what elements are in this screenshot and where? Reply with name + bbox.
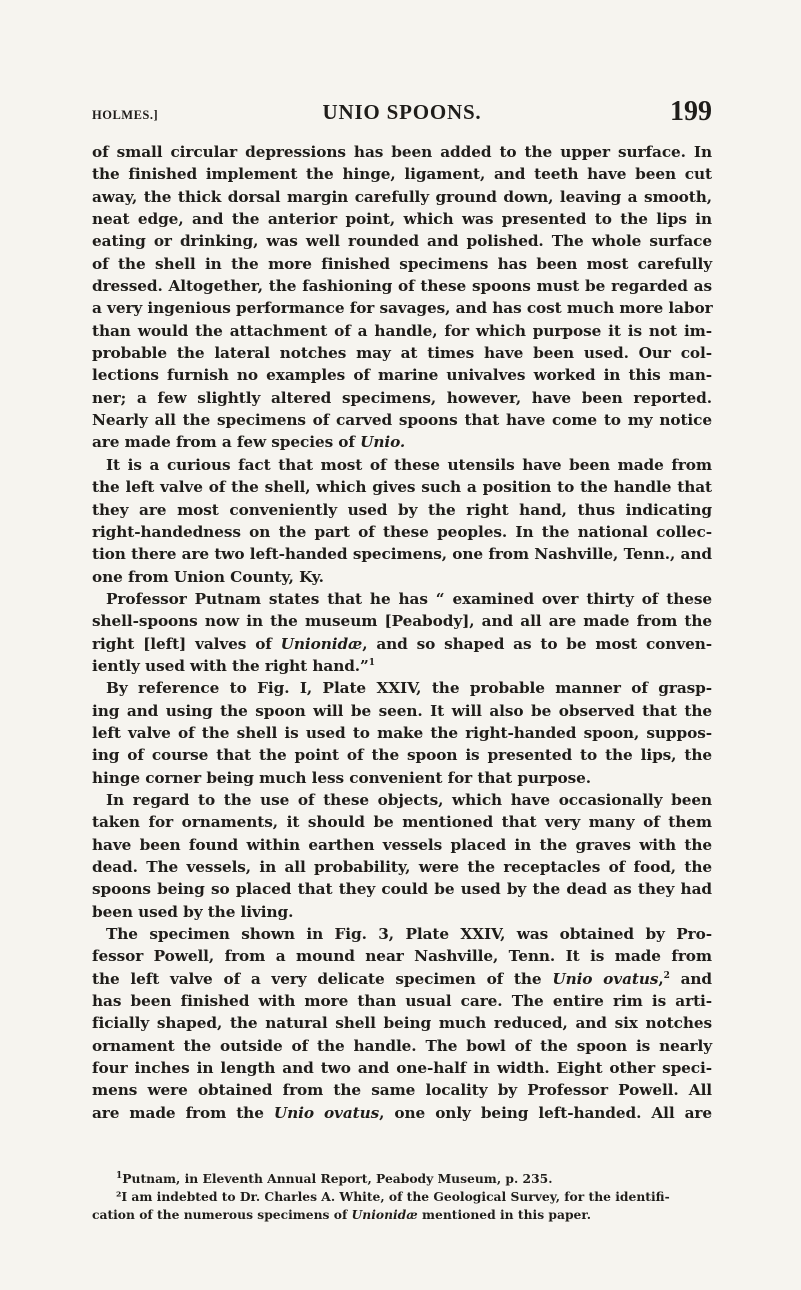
text-line: are made from a few species of Unio. [92, 433, 406, 452]
text-line: ing of course that the point of the spoon is presented to the lips, the [92, 746, 712, 765]
text-line: dead. The vessels, in all probability, were the receptacles of food, the [92, 858, 712, 876]
text-line: Professor Putnam states that he has “ examined over thirty of these [106, 589, 712, 608]
text-line: of the shell in the more finished specimens has been most carefully [92, 254, 712, 273]
text-line: Nearly all the specimens of carved spoons that have come to my notice [92, 411, 712, 430]
text-line: than would the attachment of a handle, for which purpose it is not im- [92, 321, 712, 340]
text-line: right-handedness on the part of these peoples. In the national collec- [92, 522, 712, 541]
text-line: By reference to Fig. I, Plate XXIV, the probable manner of grasp- [106, 679, 712, 698]
page-number: 199 [670, 96, 712, 127]
text-line: has been finished with more than usual care. The entire rim is arti- [92, 992, 712, 1011]
page-title: UNIO SPOONS. [322, 100, 482, 124]
text-line: It is a curious fact that most of these utensils have been made from [106, 455, 712, 474]
text-line: spoons being so placed that they could be used by the dead as they had [92, 880, 712, 899]
text-line: dressed. Altogether, the fashioning of these spoons must be regarded as [92, 277, 712, 296]
text-line: the left valve of a very delicate specimen of the Unio ovatus,$^2$ and [92, 969, 712, 988]
text-line: are made from the Unio ovatus, one only being left-handed. All are [92, 1103, 712, 1122]
body-text [92, 141, 712, 1124]
text-line: In regard to the use of these objects, which have occasionally been [106, 790, 712, 809]
text-line: four inches in length and two and one-half in width. Eight other speci- [92, 1059, 712, 1078]
text-line: left valve of the shell is used to make the right-handed spoon, suppos- [92, 723, 712, 742]
text-line: The specimen shown in Fig. 3, Plate XXIV, was obtained by Pro- [106, 925, 712, 944]
text-line: been used by the living. [92, 902, 294, 921]
text-line: ornament the outside of the handle. The bowl of the spoon is nearly [92, 1036, 712, 1055]
text-line: fessor Powell, from a mound near Nashville, Tenn. It is made from [92, 947, 712, 966]
footnote-line: ²I am indebted to Dr. Charles A. White, of the Geological Survey, for the identifi- [116, 1188, 670, 1204]
text-line: shell-spoons now in the museum [Peabody], and all are made from the [92, 612, 712, 631]
author-running-head: HOLMES.] [92, 108, 159, 122]
text-line: hinge corner being much less convenient for that purpose. [92, 768, 592, 787]
footnote-line: cation of the numerous specimens of Unionidæ mentioned in this paper. [92, 1206, 592, 1222]
text-line: ficially shaped, the natural shell being much reduced, and six notches [92, 1014, 712, 1033]
text-line: eating or drinking, was well rounded and polished. The whole surface [92, 232, 712, 251]
footnotes [92, 1170, 712, 1223]
text-line: taken for ornaments, it should be mentioned that very many of them [92, 813, 712, 832]
text-line: ner; a few slightly altered specimens, however, have been reported. [92, 388, 712, 407]
running-header [92, 98, 712, 132]
text-line: lections furnish no examples of marine univalves worked in this man- [92, 366, 712, 385]
text-line: probable the lateral notches may at times have been used. Our col- [92, 344, 712, 363]
text-line: they are most conveniently used by the right hand, thus indicating [92, 500, 712, 519]
footnote-line: $^1$Putnam, in Eleventh Annual Report, Peabody Museum, p. 235. [116, 1170, 553, 1186]
text-line: mens were obtained from the same locality by Professor Powell. All [92, 1081, 712, 1100]
text-line: away, the thick dorsal margin carefully ground down, leaving a smooth, [92, 187, 712, 206]
text-line: ing and using the spoon will be seen. It will also be observed that the [92, 701, 712, 720]
text-line: one from Union County, Ky. [92, 567, 324, 586]
text-line: have been found within earthen vessels placed in the graves with the [92, 835, 712, 854]
text-line: the left valve of the shell, which gives such a position to the handle that [92, 478, 712, 497]
text-line: a very ingenious performance for savages, and has cost much more labor [92, 299, 713, 318]
text-line: the finished implement the hinge, ligament, and teeth have been cut [92, 165, 712, 184]
text-line: tion there are two left-handed specimens, one from Nashville, Tenn., and [92, 545, 712, 564]
text-line: neat edge, and the anterior point, which was presented to the lips in [92, 210, 712, 229]
text-line: of small circular depressions has been added to the upper surface. In [92, 143, 712, 161]
text-line: right [left] valves of Unionidæ, and so shaped as to be most conven- [92, 634, 712, 653]
text-line: iently used with the right hand.”$^1$ [92, 656, 375, 675]
